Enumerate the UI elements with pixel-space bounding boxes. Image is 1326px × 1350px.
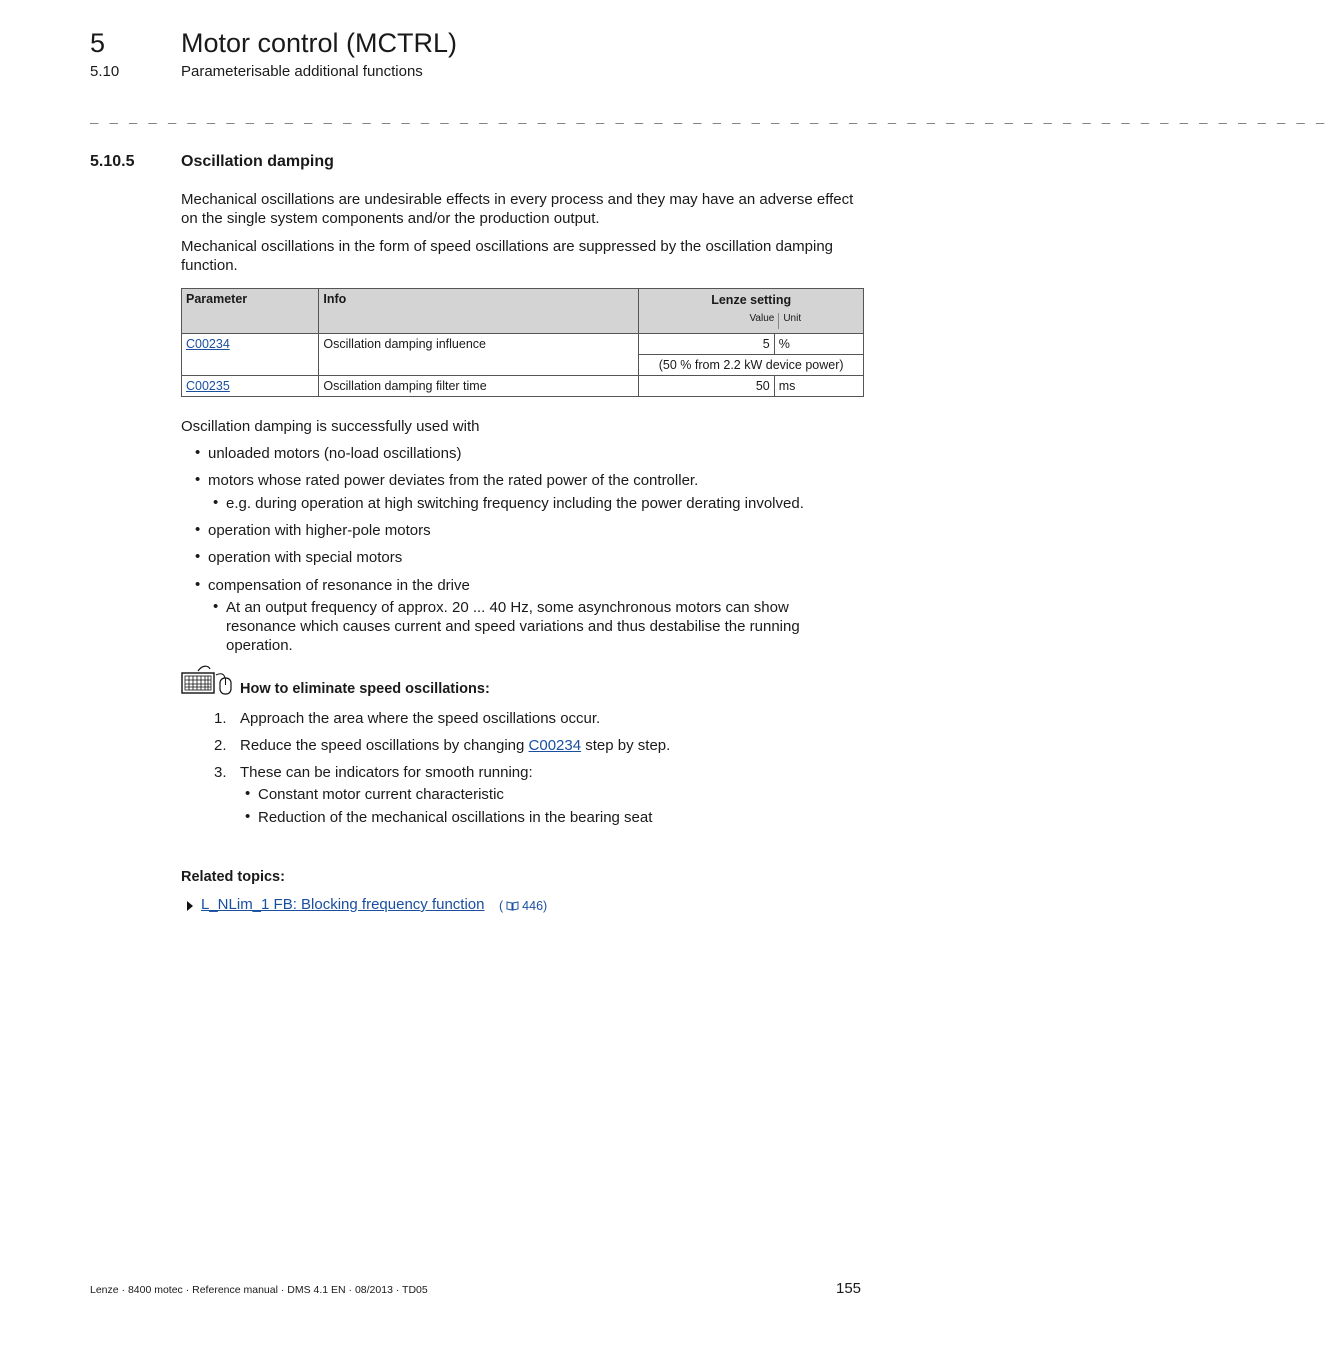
list-item: operation with special motors xyxy=(208,549,403,566)
bullet-marker: • xyxy=(213,598,219,615)
list-item: Approach the area where the speed oscillations occur. xyxy=(240,710,601,727)
table-cell-info: Oscillation damping filter time xyxy=(319,376,639,397)
intro-paragraph-2: Mechanical oscillations in the form of speed oscillations are suppressed by the oscillation damping function. xyxy=(181,238,834,274)
list-item: motors whose rated power deviates from the rated power of the controller. xyxy=(208,472,699,489)
page-number: 155 xyxy=(836,1280,862,1297)
header-lenze-label: Lenze setting xyxy=(711,293,792,307)
parameter-table xyxy=(181,288,864,397)
bullet-marker: • xyxy=(245,808,251,825)
page-ref-close: ) xyxy=(543,899,548,913)
table-row xyxy=(182,376,864,397)
page-ref-open: ( xyxy=(499,899,504,913)
bullet-marker: • xyxy=(213,494,219,511)
header-info: Info xyxy=(319,289,639,334)
table-cell-unit: % xyxy=(774,334,863,355)
header-unit: Unit xyxy=(783,313,802,324)
step-number: 3. xyxy=(214,764,227,781)
param-link-c00235[interactable]: C00235 xyxy=(186,379,230,393)
step-text: Reduce the speed oscillations by changing xyxy=(240,737,529,754)
subsection-title: Oscillation damping xyxy=(181,153,334,170)
step-text: step by step. xyxy=(581,737,671,754)
header-lenze-setting xyxy=(639,289,864,334)
bullet-marker: • xyxy=(195,444,201,461)
table-cell-note: (50 % from 2.2 kW device power) xyxy=(639,355,864,376)
bullet-marker: • xyxy=(245,785,251,802)
list-item: These can be indicators for smooth running: xyxy=(240,764,533,781)
header-divider: _ _ _ _ _ _ _ _ _ _ _ _ _ _ _ _ _ _ _ _ _ _ _ _ _ _ _ _ _ _ _ _ _ _ _ _ _ _ _ _ _ _ _ _ _ _ _ _ _ _ _ _ _ _ _ _ _ _ _ _ _ _ _ _ xyxy=(90,108,1326,124)
intro-paragraph-1: Mechanical oscillations are undesirable effects in every process and they may have an adverse effect on the single system components and/or the production output. xyxy=(181,191,854,227)
header-parameter: Parameter xyxy=(182,289,319,334)
table-cell-info: Oscillation damping influence xyxy=(319,334,639,376)
table-cell-value: 50 xyxy=(639,376,774,397)
howto-title: How to eliminate speed oscillations: xyxy=(240,681,490,697)
list-item: At an output frequency of approx. 20 ... 40 Hz, some asynchronous motors can show resonance which causes current and speed variations and thus destabilise the running operation. xyxy=(226,599,800,654)
step-number: 1. xyxy=(214,710,227,727)
list-item xyxy=(240,736,860,755)
param-link-c00234[interactable]: C00234 xyxy=(186,337,230,351)
section-title: Parameterisable additional functions xyxy=(181,63,423,80)
list-item: Constant motor current characteristic xyxy=(258,786,504,803)
page-ref-number: 446 xyxy=(522,899,544,913)
footer-text: Lenze · 8400 motec · Reference manual · DMS 4.1 EN · 08/2013 · TD05 xyxy=(90,1284,428,1296)
table-cell-value: 5 xyxy=(639,334,774,355)
related-title: Related topics: xyxy=(181,869,285,885)
used-with-lead: Oscillation damping is successfully used with xyxy=(181,418,480,435)
bullet-marker: • xyxy=(195,576,201,593)
bullet-marker: • xyxy=(195,521,201,538)
keyboard-mouse-icon xyxy=(180,665,234,697)
page-reference[interactable] xyxy=(499,899,547,913)
list-item: compensation of resonance in the drive xyxy=(208,577,470,594)
list-item: unloaded motors (no-load oscillations) xyxy=(208,445,462,462)
section-number: 5.10 xyxy=(90,63,120,80)
bullet-marker: • xyxy=(195,548,201,565)
table-row xyxy=(182,334,864,355)
chapter-number: 5 xyxy=(90,28,106,58)
subsection-number: 5.10.5 xyxy=(90,153,135,170)
step-number: 2. xyxy=(214,737,227,754)
list-item: e.g. during operation at high switching frequency including the power derating involved. xyxy=(226,495,804,512)
book-icon xyxy=(506,900,519,911)
chapter-title: Motor control (MCTRL) xyxy=(181,28,458,58)
related-link-blocking-frequency[interactable]: L_NLim_1 FB: Blocking frequency function xyxy=(201,896,485,913)
triangle-right-icon xyxy=(186,900,194,912)
bullet-marker: • xyxy=(195,471,201,488)
table-cell-unit: ms xyxy=(774,376,863,397)
header-value: Value xyxy=(639,313,779,329)
param-link-c00234-inline[interactable]: C00234 xyxy=(528,737,582,754)
list-item: operation with higher-pole motors xyxy=(208,522,431,539)
list-item: Reduction of the mechanical oscillations in the bearing seat xyxy=(258,809,653,826)
